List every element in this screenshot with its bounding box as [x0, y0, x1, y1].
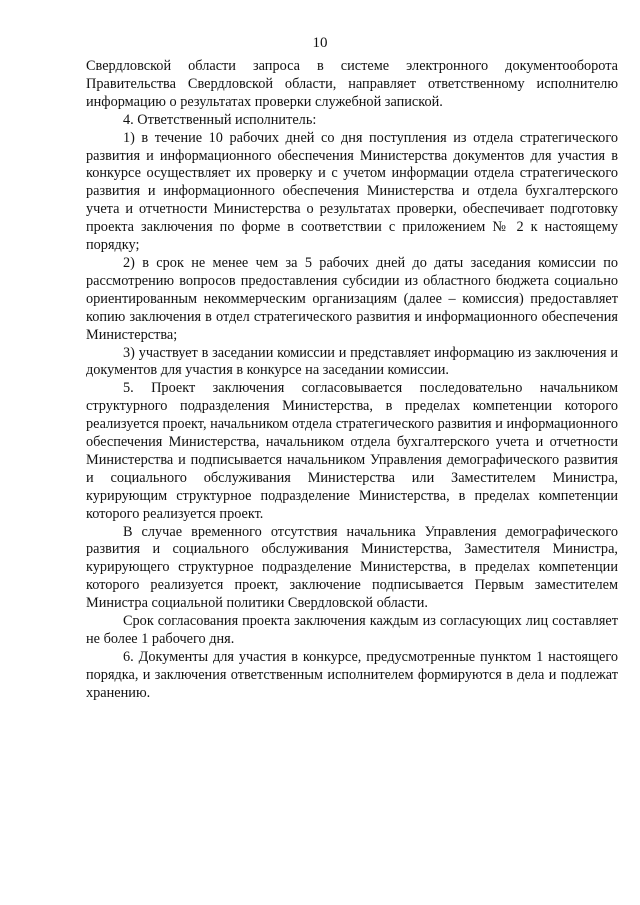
document-body	[86, 58, 618, 703]
paragraph-item-5: 5. Проект заключения согласовывается последовательно начальником структурного подразделения Министерства, в пределах компетенции которого реализуется проект, начальником отдела стратегического развития и информационного обеспечения Министерства, начальником отдела бухгалтерского учета и отчетности Министерства и подписывается начальником Управления демографического развития и социального обслуживания Министерства или Заместителем Министра, курирующим структурное подразделение Министерства, в пределах компетенции которого реализуется проект.	[86, 380, 618, 522]
paragraph-item-4: 4. Ответственный исполнитель:	[123, 111, 317, 128]
page-number: 10	[312, 35, 328, 51]
paragraph-subitem-1: 1) в течение 10 рабочих дней со дня поступления из отдела стратегического развития и информационного обеспечения Министерства документов для участия в конкурсе осуществляет их проверку и с учетом информации отдела стратегического развития и информационного обеспечения Министерства и отдела бухгалтерского учета и отчетности Министерства о результатах проверки, обеспечивает подготовку проекта заключения по форме в соответствии с приложением № 2 к настоящему порядку;	[86, 129, 618, 254]
paragraph-subitem-2: 2) в срок не менее чем за 5 рабочих дней до даты заседания комиссии по рассмотрению вопросов предоставления субсидии из областного бюджета социально ориентированным некоммерческим организациям (далее – комиссия) предоставляет копию заключения в отдел стратегического развития и информационного обеспечения Министерства;	[86, 254, 618, 343]
paragraph-continuation: Свердловской области запроса в системе электронного документооборота Правительства Свердловской области, направляет ответственному исполнителю информацию о результатах проверки служебной запиской.	[86, 58, 618, 110]
paragraph-approval-term: Срок согласования проекта заключения каждым из согласующих лиц составляет не более 1 рабочего дня.	[86, 613, 618, 647]
paragraph-item-6: 6. Документы для участия в конкурсе, предусмотренные пунктом 1 настоящего порядка, и заключения ответственным исполнителем формируются в дела и подлежат хранению.	[86, 648, 618, 701]
paragraph-absence-rule: В случае временного отсутствия начальника Управления демографического развития и социального обслуживания Министерства, Заместителя Министра, курирующего структурное подразделение Министерства, в пределах компетенции которого реализуется проект, заключение подписывается Первым заместителем Министра социальной политики Свердловской области.	[86, 523, 618, 612]
paragraph-subitem-3: 3) участвует в заседании комиссии и представляет информацию из заключения и документов для участия в конкурсе на заседании комиссии.	[86, 344, 618, 379]
